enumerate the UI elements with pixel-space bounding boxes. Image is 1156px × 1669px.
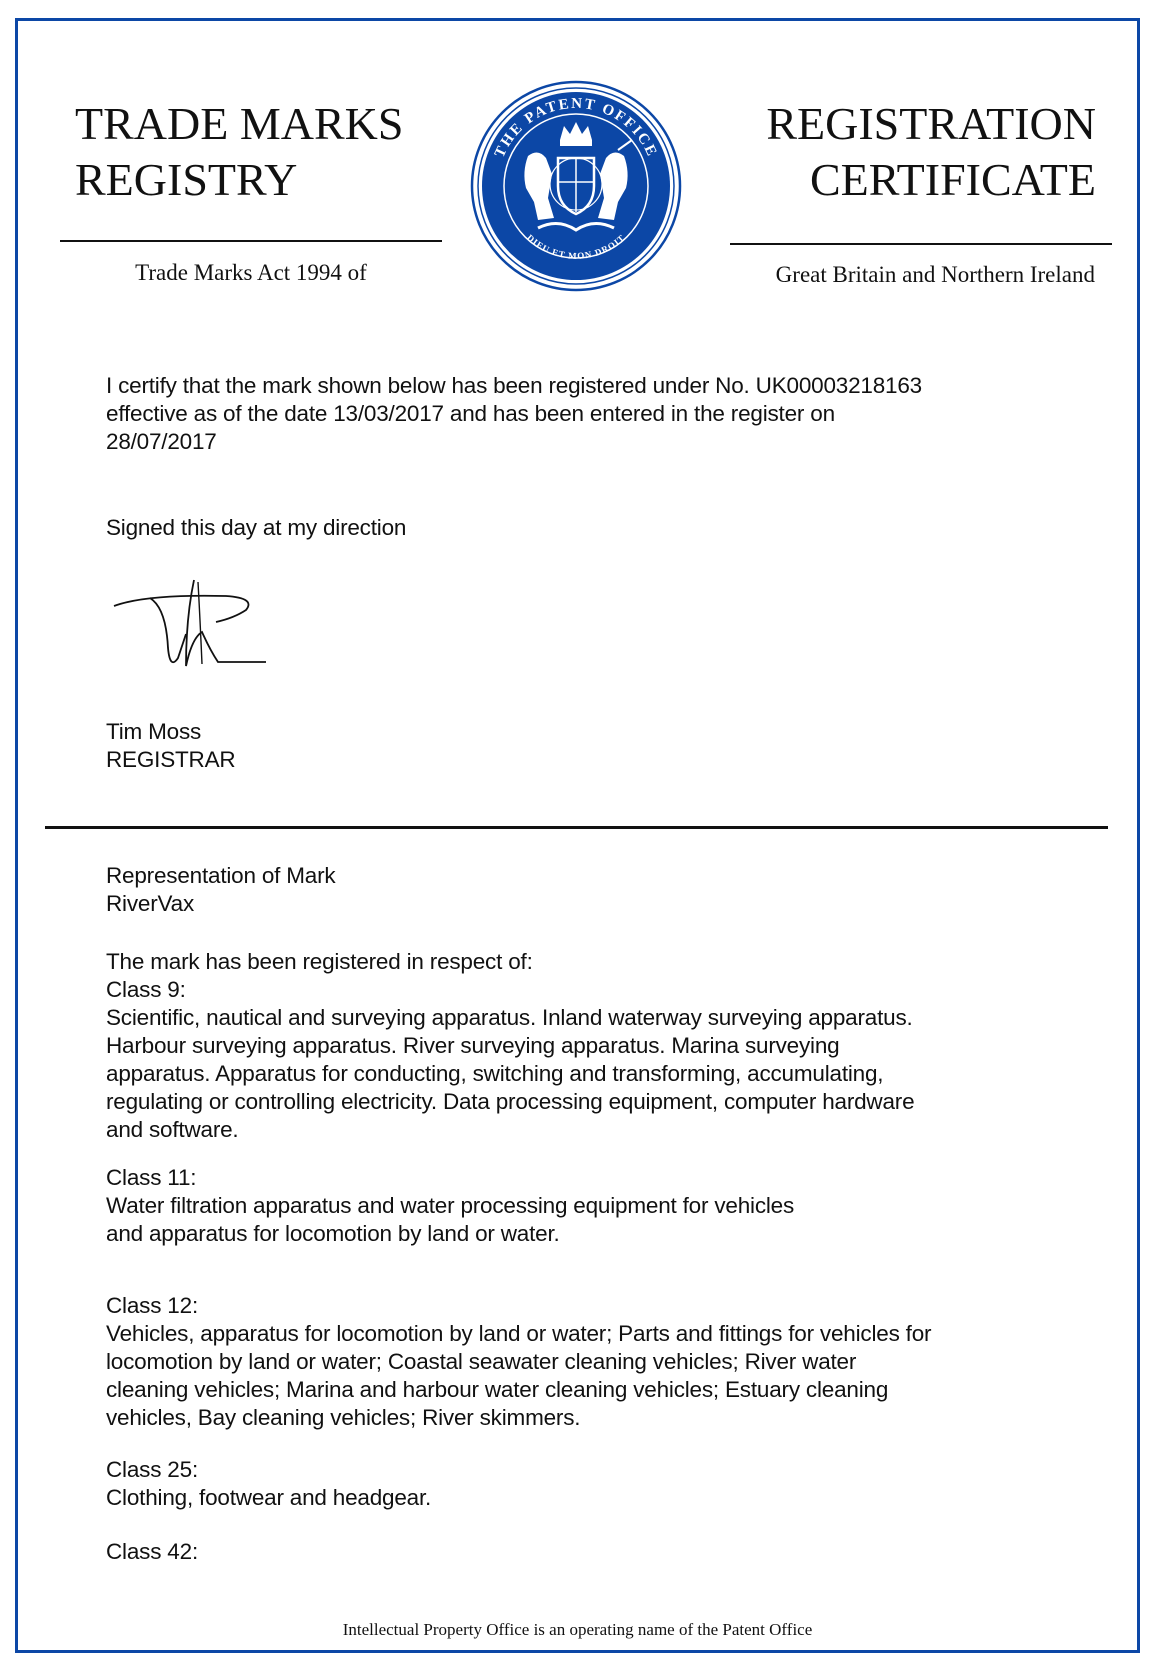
certificate-title bbox=[766, 96, 1096, 208]
class-description-line: Harbour surveying apparatus. River surveying apparatus. Marina surveying bbox=[106, 1033, 840, 1058]
seal-ring-text: THE PATENT OFFICE bbox=[491, 95, 661, 161]
class-entry bbox=[106, 1292, 1086, 1432]
class-description-line: vehicles, Bay cleaning vehicles; River skimmers. bbox=[106, 1405, 581, 1430]
registry-title bbox=[75, 96, 403, 208]
certification-line: effective as of the date 13/03/2017 and has been entered in the register on bbox=[106, 401, 835, 426]
certificate-title-line2: CERTIFICATE bbox=[809, 154, 1096, 205]
registry-title-line1: TRADE MARKS bbox=[75, 98, 404, 149]
class-description-line: Clothing, footwear and headgear. bbox=[106, 1485, 432, 1510]
class-label: Class 12: bbox=[106, 1293, 198, 1318]
registrar-name: Tim Moss bbox=[106, 719, 202, 744]
class-label: Class 42: bbox=[106, 1539, 198, 1564]
class-label: Class 25: bbox=[106, 1457, 198, 1482]
certificate-title-line1: REGISTRATION bbox=[766, 98, 1096, 149]
class-description-line: locomotion by land or water; Coastal seawater cleaning vehicles; River water bbox=[106, 1349, 857, 1374]
class-description-line: regulating or controlling electricity. Data processing equipment, computer hardware bbox=[106, 1089, 915, 1114]
class-description-line: Scientific, nautical and surveying apparatus. Inland waterway surveying apparatus. bbox=[106, 1005, 913, 1030]
patent-office-seal-icon bbox=[468, 78, 684, 294]
footer-note: Intellectual Property Office is an operating name of the Patent Office bbox=[342, 1620, 813, 1639]
act-subtitle: Trade Marks Act 1994 of bbox=[135, 260, 367, 285]
class-description-line: Vehicles, apparatus for locomotion by land or water; Parts and fittings for vehicles for bbox=[106, 1321, 932, 1346]
mark-representation bbox=[106, 862, 335, 918]
section-divider bbox=[45, 826, 1108, 829]
registered-in-respect-of: The mark has been registered in respect of: bbox=[106, 949, 533, 974]
class-description-line: and software. bbox=[106, 1117, 239, 1142]
class-description-line: and apparatus for locomotion by land or water. bbox=[106, 1221, 560, 1246]
registry-title-line2: REGISTRY bbox=[75, 154, 298, 205]
registrar-block bbox=[106, 718, 235, 774]
class-label: Class 9: bbox=[106, 977, 186, 1002]
class-entry bbox=[106, 1456, 1086, 1512]
certification-statement bbox=[106, 372, 1066, 456]
class-description-line: Water filtration apparatus and water processing equipment for vehicles bbox=[106, 1193, 795, 1218]
certification-line: I certify that the mark shown below has been registered under No. UK00003218163 bbox=[106, 373, 922, 398]
class-description-line: apparatus. Apparatus for conducting, switching and transforming, accumulating, bbox=[106, 1061, 884, 1086]
class-description-line: cleaning vehicles; Marina and harbour water cleaning vehicles; Estuary cleaning bbox=[106, 1377, 889, 1402]
class-entry bbox=[106, 1164, 1086, 1248]
registrar-signature-icon bbox=[106, 578, 286, 678]
certification-line: 28/07/2017 bbox=[106, 429, 217, 454]
left-header-rule bbox=[60, 240, 442, 242]
seal-motto: DIEU ET MON DROIT bbox=[525, 232, 627, 261]
right-header-rule bbox=[730, 243, 1112, 245]
mark-value: RiverVax bbox=[106, 891, 195, 916]
mark-label: Representation of Mark bbox=[106, 863, 336, 888]
class-label: Class 11: bbox=[106, 1165, 197, 1190]
signed-statement: Signed this day at my direction bbox=[106, 515, 407, 540]
class-entry bbox=[106, 1538, 1086, 1566]
registrar-title: REGISTRAR bbox=[106, 747, 236, 772]
jurisdiction-subtitle: Great Britain and Northern Ireland bbox=[775, 262, 1095, 287]
class-entry bbox=[106, 976, 1086, 1144]
